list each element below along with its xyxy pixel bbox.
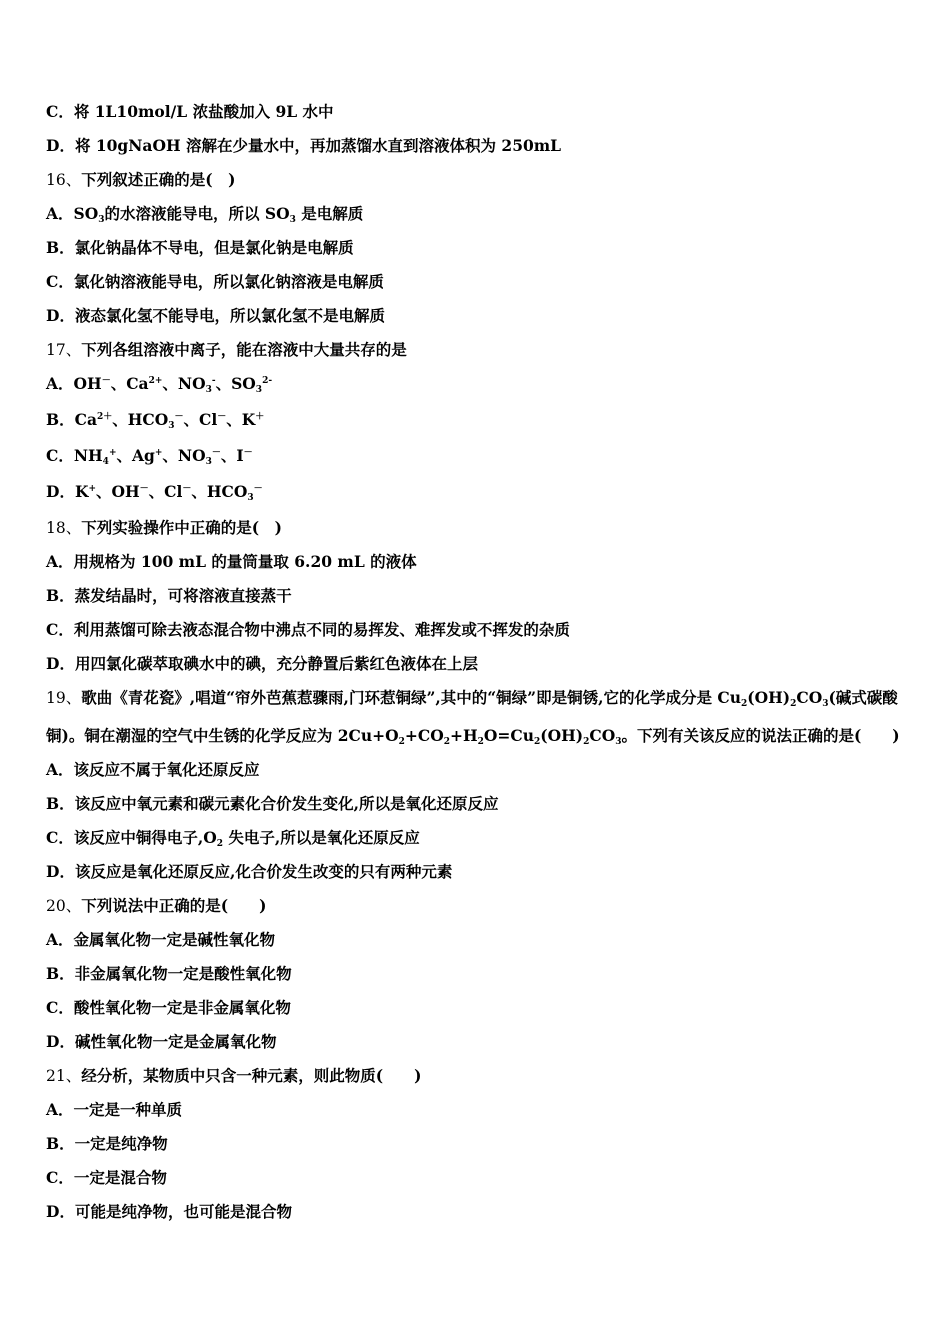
option-text: 该反应是氧化还原反应,化合价发生改变的只有两种元素 xyxy=(74,862,453,881)
question-number: 19、 xyxy=(46,689,82,707)
question-stem xyxy=(46,1066,421,1086)
answer-option xyxy=(46,998,291,1018)
question-text-continued: 铜)。铜在潮湿的空气中生锈的化学反应为 $2Cu+O_2+CO_2+H_2O=Cu_2(OH)_2CO_3$。下列有关该反应的说法正确的是( ) xyxy=(46,726,900,747)
answer-option xyxy=(46,374,272,394)
question-text: 经分析，某物质中只含一种元素，则此物质( ) xyxy=(81,1066,422,1085)
option-label: D． xyxy=(46,306,75,325)
option-label: C． xyxy=(46,272,74,291)
answer-option xyxy=(46,446,253,466)
option-text: 该反应中铜得电子$,O_2$ 失电子,所以是氧化还原反应 xyxy=(73,828,420,849)
option-label: D． xyxy=(46,1032,75,1051)
option-label: A． xyxy=(46,930,74,949)
answer-option xyxy=(46,586,292,606)
option-label: A． xyxy=(46,552,74,571)
option-text: 利用蒸馏可除去液态混合物中沸点不同的易挥发、难挥发或不挥发的杂质 xyxy=(73,620,570,639)
option-text: $SO_3$的水溶液能导电，所以 $SO_3$ 是电解质 xyxy=(73,204,364,225)
option-text: K+、OH－、Cl－、$HCO_3^-$ xyxy=(74,482,263,503)
option-label: A． xyxy=(46,760,74,779)
option-text: 液态氯化氢不能导电，所以氯化氢不是电解质 xyxy=(74,306,385,325)
answer-option xyxy=(46,238,354,258)
option-label: C． xyxy=(46,102,74,121)
answer-option xyxy=(46,654,478,674)
option-label: D． xyxy=(46,1202,75,1221)
option-text: 该反应中氧元素和碳元素化合价发生变化,所以是氧化还原反应 xyxy=(74,794,499,813)
question-stem xyxy=(46,340,407,360)
option-label: A． xyxy=(46,374,74,393)
answer-option xyxy=(46,136,561,156)
question-stem xyxy=(46,518,282,538)
option-label: B． xyxy=(46,964,75,983)
answer-option xyxy=(46,272,384,292)
answer-option xyxy=(46,862,452,882)
answer-option xyxy=(46,760,260,780)
answer-option xyxy=(46,930,275,950)
option-label: C． xyxy=(46,1168,74,1187)
answer-option xyxy=(46,1032,276,1052)
option-text: 金属氧化物一定是碱性氧化物 xyxy=(73,930,276,949)
answer-option xyxy=(46,620,570,640)
option-text: 酸性氧化物一定是非金属氧化物 xyxy=(73,998,291,1017)
question-stem xyxy=(46,688,898,708)
question-number: 20、 xyxy=(46,897,82,915)
option-label: C． xyxy=(46,446,74,465)
question-number: 21、 xyxy=(46,1067,82,1085)
option-label: C． xyxy=(46,620,74,639)
answer-option xyxy=(46,306,385,326)
answer-option xyxy=(46,794,499,814)
option-text: 蒸发结晶时，可将溶液直接蒸干 xyxy=(74,586,292,605)
option-label: B． xyxy=(46,410,75,429)
question-text: 下列叙述正确的是( ) xyxy=(81,170,236,189)
option-label: C． xyxy=(46,998,74,1017)
option-label: A． xyxy=(46,1100,74,1119)
option-label: D． xyxy=(46,862,75,881)
option-text: 一定是一种单质 xyxy=(73,1100,183,1119)
option-label: B． xyxy=(46,794,75,813)
option-text: 一定是混合物 xyxy=(73,1168,167,1187)
answer-option xyxy=(46,102,334,122)
answer-option xyxy=(46,828,420,848)
answer-option xyxy=(46,1100,182,1120)
option-label: D． xyxy=(46,136,75,155)
option-text: 氯化钠溶液能导电，所以氯化钠溶液是电解质 xyxy=(73,272,384,291)
question-text: 歌曲《青花瓷》,唱道“帘外芭蕉惹骤雨,门环惹铜绿”,其中的“铜绿”即是铜锈,它的化学成分是 $Cu_2(OH)_2CO_3$(碱式碳酸 xyxy=(81,688,898,709)
answer-option xyxy=(46,1202,292,1222)
option-text: 可能是纯净物，也可能是混合物 xyxy=(74,1202,292,1221)
option-label: D． xyxy=(46,482,75,501)
question-stem xyxy=(46,170,235,190)
option-label: D． xyxy=(46,654,75,673)
question-number: 17、 xyxy=(46,341,82,359)
option-text: 一定是纯净物 xyxy=(74,1134,168,1153)
answer-option xyxy=(46,552,417,572)
option-text: 碱性氧化物一定是金属氧化物 xyxy=(74,1032,277,1051)
option-label: B． xyxy=(46,1134,75,1153)
question-stem xyxy=(46,896,266,916)
answer-option xyxy=(46,964,292,984)
option-label: C． xyxy=(46,828,74,847)
answer-option xyxy=(46,204,363,224)
answer-option xyxy=(46,1134,168,1154)
option-text: 用四氯化碳萃取碘水中的碘，充分静置后紫红色液体在上层 xyxy=(74,654,478,673)
option-text: 将 10gNaOH 溶解在少量水中，再加蒸馏水直到溶液体积为 250mL xyxy=(74,136,562,155)
question-text: 下列各组溶液中离子，能在溶液中大量共存的是 xyxy=(81,340,407,359)
option-text: 非金属氧化物一定是酸性氧化物 xyxy=(74,964,292,983)
option-label: A． xyxy=(46,204,74,223)
option-text: $Ca^{2+}$、$HCO_3^-$、Cl－、K＋ xyxy=(74,410,265,431)
option-label: B． xyxy=(46,238,75,257)
option-text: 氯化钠晶体不导电，但是氯化钠是电解质 xyxy=(74,238,354,257)
option-text: OH－、$Ca^{2+}$、$NO_3^-$、$SO_3^{2-}$ xyxy=(73,374,273,395)
option-text: 用规格为 100 mL 的量筒量取 6.20 mL 的液体 xyxy=(73,552,417,571)
option-text: 该反应不属于氧化还原反应 xyxy=(73,760,260,779)
question-number: 18、 xyxy=(46,519,82,537)
answer-option xyxy=(46,1168,167,1188)
option-label: B． xyxy=(46,586,75,605)
option-text: $NH_4^+$、Ag+、$NO_3^-$、I－ xyxy=(73,446,253,467)
question-text: 下列说法中正确的是( ) xyxy=(81,896,267,915)
answer-option xyxy=(46,482,263,502)
answer-option xyxy=(46,410,264,430)
question-text: 下列实验操作中正确的是( ) xyxy=(81,518,282,537)
question-number: 16、 xyxy=(46,171,82,189)
option-text: 将 1L10mol/L 浓盐酸加入 9L 水中 xyxy=(73,102,334,121)
